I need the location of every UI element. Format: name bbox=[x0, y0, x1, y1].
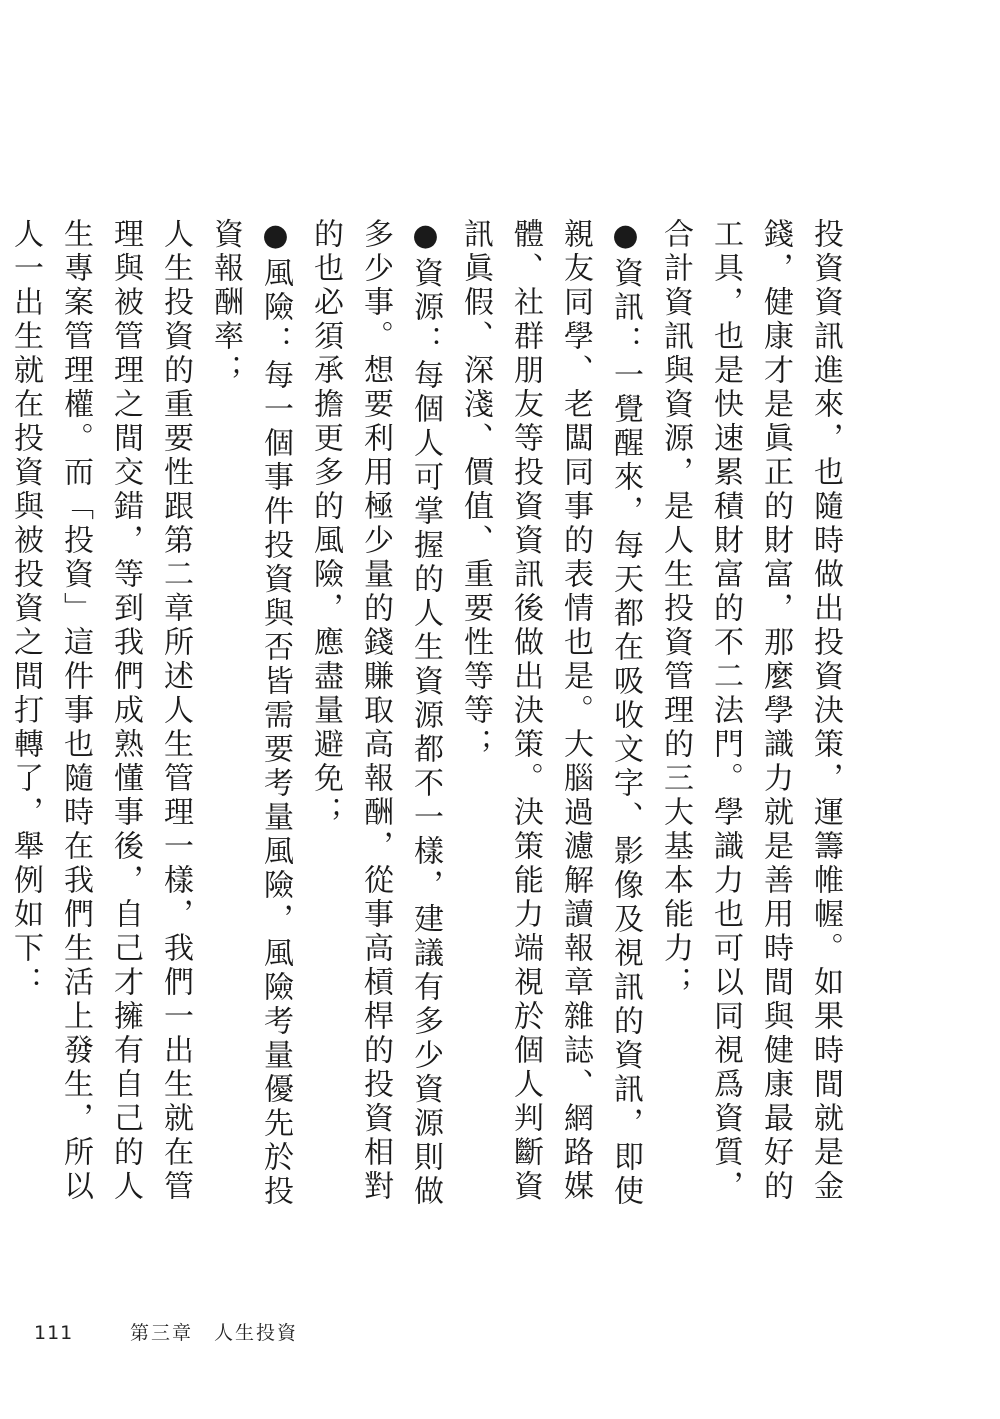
paragraph: 投資資訊進來，也隨時做出投資決策，運籌帷幄。如果時間就是金錢，健康才是眞正的財富，那麼學識力就是善用時間與健康最好的工具，也是快速累積財富的不二法門。學識力也可以同視爲資質，合計資訊與資源，是人生投資管理的三大基本能力； bbox=[658, 218, 843, 1204]
chapter-title: 第三章 人生投資 bbox=[130, 1322, 299, 1344]
paragraph: 人生投資的重要性跟第二章所述人生管理一樣，我們一出生就在管理與被管理之間交錯，等到我們成熟懂事後，自己才擁有自己的人生專案管理權。而「投資」這件事也隨時在我們生活上發生，所以人一出生就在投資與被投資之間打轉了，舉例如下： bbox=[8, 218, 193, 1204]
page-footer bbox=[34, 1318, 298, 1345]
bullet-item-resources: ●資源：每個人可掌握的人生資源都不一樣，建議有多少資源則做多少事。想要利用極少量的錢賺取高報酬，從事高槓桿的投資相對的也必須承擔更多的風險，應盡量避免； bbox=[308, 218, 443, 1209]
vertical-text-body bbox=[0, 218, 850, 1228]
bullet-item-risk: ●風險：每一個事件投資與否皆需要考量風險，風險考量優先於投資報酬率； bbox=[208, 218, 293, 1209]
bullet-item-information: ●資訊：一覺醒來，每天都在吸收文字、影像及視訊的資訊，即使親友同學、老闆同事的表情也是。大腦過濾解讀報章雜誌、網路媒體、社群朋友等投資資訊後做出決策。決策能力端視於個人判斷資訊眞假、深淺、價值、重要性等等； bbox=[458, 218, 643, 1209]
page-number: 111 bbox=[34, 1322, 74, 1344]
